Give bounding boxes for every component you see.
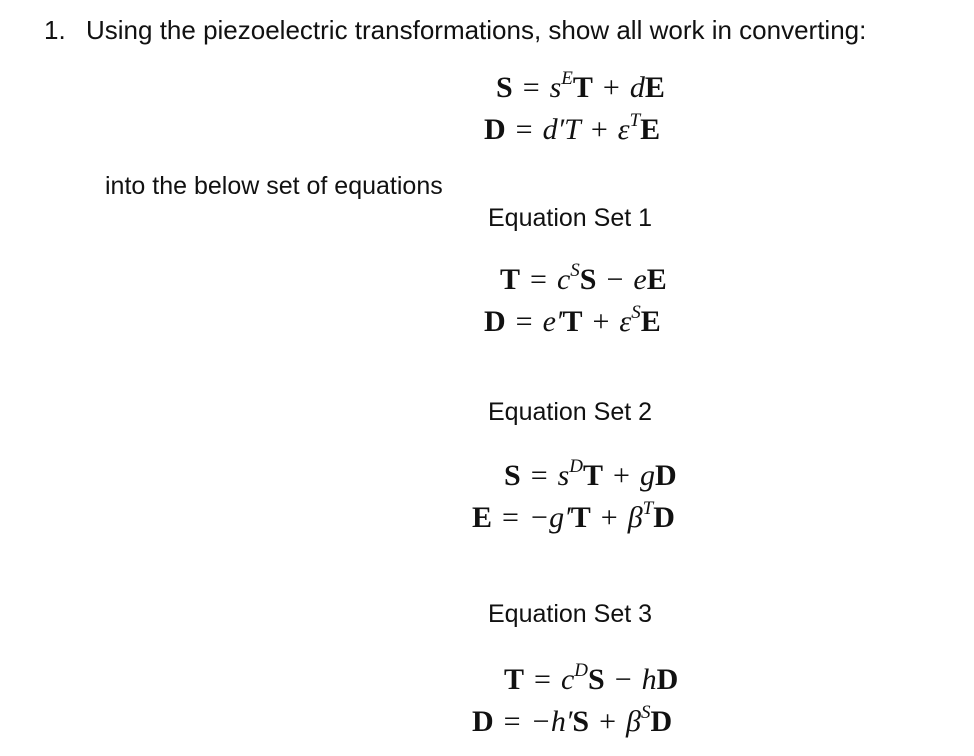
eq-sup: T	[629, 110, 641, 131]
eq-var: T	[564, 113, 581, 146]
problem-number: 1.	[44, 15, 66, 45]
eq-sup: S	[640, 702, 651, 723]
given-equation-1: $S = s^ET$ + dE	[496, 68, 665, 104]
eq-var: D	[650, 705, 673, 738]
eq-sup: T	[642, 498, 654, 519]
eq-var: S	[588, 663, 605, 696]
problem-text: Using the piezoelectric transformations, show all work in converting:	[86, 15, 867, 45]
eq-op: +	[600, 501, 618, 534]
eq-coef: ε	[619, 305, 632, 338]
eq-var: S	[579, 263, 597, 296]
eq-op: −	[614, 663, 632, 696]
eq-op: +	[613, 459, 630, 492]
eq-coef: c	[556, 263, 571, 296]
set1-equation-2: $D = e'T + \varepsilon^SE$	[484, 302, 661, 338]
set2-equation-2: $E = -g'T + \beta^TD$	[472, 498, 675, 534]
eq-var: E	[640, 113, 661, 146]
set3-equation-2: $D = -h'S + \beta^SD$	[472, 702, 673, 738]
eq-var: D	[656, 663, 679, 696]
eq-lhs: S	[496, 71, 513, 104]
eq-op: +	[599, 705, 617, 738]
eq-coef: d	[629, 71, 645, 104]
given-equation-2: $D = d'T + \varepsilon^TE$	[484, 110, 661, 146]
eq-op: +	[602, 71, 620, 104]
eq-coef: d′	[542, 113, 565, 146]
eq-op: −	[606, 263, 624, 296]
eq-lhs: D	[484, 305, 506, 338]
eq-coef: c	[560, 663, 575, 696]
eq-coef: e′	[542, 305, 563, 338]
equation-set-1-title: Equation Set 1	[488, 204, 653, 232]
eq-coef: h	[641, 663, 657, 696]
eq-sup: S	[631, 302, 641, 323]
eq-sup: E	[561, 68, 573, 89]
eq-coef: s	[549, 71, 562, 104]
eq-coef: g	[639, 459, 655, 492]
eq-var: T	[572, 71, 593, 104]
eq-var: D	[654, 459, 677, 492]
eq-lhs: T	[504, 663, 525, 696]
eq-var: E	[646, 263, 667, 296]
eq-coef: e	[633, 263, 647, 296]
eq-sup: D	[569, 456, 584, 477]
eq-var: T	[570, 501, 591, 534]
eq-lhs: S	[504, 459, 521, 492]
eq-var: T	[583, 459, 604, 492]
eq-coef: −g′	[528, 501, 571, 534]
eq-var: T	[562, 305, 583, 338]
set1-equation-1: $T = c^SS$ − eE	[500, 260, 667, 296]
eq-sup: D	[574, 660, 588, 681]
eq-coef: s	[557, 459, 570, 492]
equation-set-3-title: Equation Set 3	[488, 600, 653, 628]
eq-coef: β	[627, 501, 643, 534]
eq-coef: −h′	[530, 705, 573, 738]
eq-op: +	[592, 305, 610, 338]
eq-coef: β	[626, 705, 641, 738]
equation-set-2-title: Equation Set 2	[488, 398, 653, 426]
eq-sup: S	[570, 260, 580, 281]
eq-lhs: D	[472, 705, 494, 738]
set2-equation-1: $S = s^DT$ + gD	[504, 456, 677, 492]
eq-lhs: D	[484, 113, 506, 146]
eq-coef: ε	[617, 113, 630, 146]
eq-op: +	[590, 113, 608, 146]
eq-var: E	[644, 71, 665, 104]
problem-statement	[44, 14, 866, 46]
eq-var: E	[640, 305, 661, 338]
eq-lhs: T	[500, 263, 521, 296]
eq-var: D	[653, 501, 675, 534]
eq-lhs: E	[472, 501, 493, 534]
intro-text: into the below set of equations	[105, 172, 443, 200]
set3-equation-1: $T = c^DS$ − hD	[504, 660, 679, 696]
eq-var: S	[572, 705, 590, 738]
